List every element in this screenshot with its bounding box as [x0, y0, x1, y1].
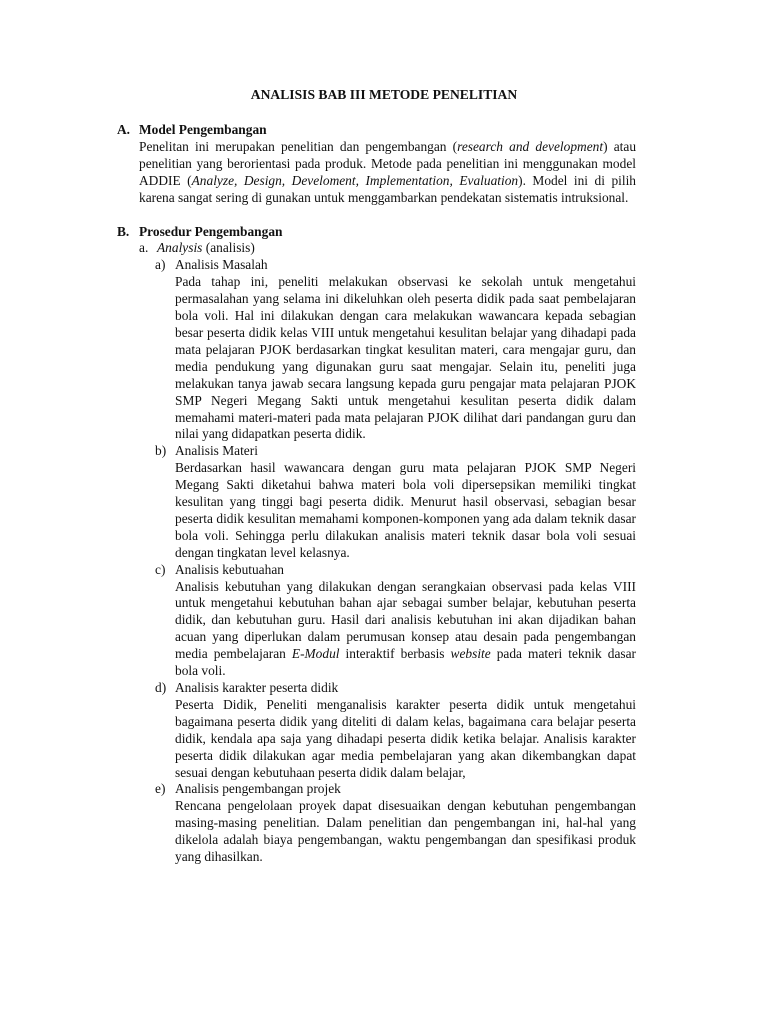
- list-item-heading: [0, 443, 768, 460]
- list-item-analisis-masalah: [0, 257, 768, 443]
- list-item-letter: e): [155, 781, 166, 797]
- list-item-heading: [0, 680, 768, 697]
- document-content: [0, 122, 768, 866]
- section-b-title: Prosedur Pengembangan: [139, 223, 283, 239]
- list-item-body-text-3: pada materi teknik dasar bola voli.: [175, 646, 636, 679]
- subsection-title-rest: (analisis): [202, 240, 255, 256]
- section-a-italic-2: Analyze, Design, Develoment, Implementation, Evaluation: [191, 172, 519, 188]
- list-item-title: Analisis pengembangan projek: [175, 781, 341, 797]
- section-a-title: Model Pengembangan: [139, 122, 267, 137]
- list-item-analisis-projek: [0, 781, 768, 866]
- section-a-italic-1: research and development: [457, 138, 604, 154]
- list-item-body-text-1: Analisis kebutuhan yang dilakukan dengan serangkaian observasi pada kelas VIII untuk mengetahui kebutuhan bahan ajar sebagai sumber belajar, kebutuhan peserta didik, dan kebutuhan guru. Hasil dari analisis kebutuhan ini akan dijadikan bahan acuan yang diperlukan dalam perumusan konsep atau desain pada pengembangan media pembelajaran: [175, 578, 636, 662]
- list-item-title: Analisis karakter peserta didik: [175, 680, 339, 695]
- list-item-letter: a): [155, 257, 166, 273]
- section-spacer: [0, 207, 768, 224]
- list-item-body: Pada tahap ini, peneliti melakukan observasi ke sekolah untuk mengetahui permasalahan yang selama ini dikeluhkan oleh peserta didik pada saat pembelajaran bola voli. Hal ini dilakukan dengan cara melakukan wawancara kepada sebagian besar peserta didik kelas VIII untuk mengetahui kesulitan belajar yang dihadapi pada mata pelajaran PJOK berdasarkan tingkat kesulitan materi, cara mengajar guru, dan media pendukung yang digunakan guru saat mengajar. Selain itu, peneliti juga melakukan tanya jawab secara langsung kepada guru pengajar mata pelajaran PJOK SMP Negeri Megang Sakti untuk mengetahui kesulitan peserta didik dalam memahami materi-materi pada mata pelajaran PJOK dilihat dari pandangan guru dan nilai yang didapatkan peserta didik.: [175, 274, 636, 442]
- section-a-text-1: Penelitan ini merupakan penelitian dan pengembangan (: [139, 138, 458, 154]
- section-a-paragraph: [0, 139, 636, 207]
- list-item-letter: b): [155, 443, 167, 459]
- list-item-title: Analisis Materi: [175, 443, 258, 459]
- list-item-letter: d): [155, 680, 167, 695]
- subsection-title-italic: Analysis: [157, 240, 203, 256]
- list-item-analisis-karakter: [0, 680, 768, 781]
- list-item-title: Analisis Masalah: [175, 257, 268, 273]
- section-b-letter: B.: [117, 223, 130, 239]
- section-a-heading: [0, 122, 768, 139]
- subsection-analysis-heading: [0, 240, 768, 257]
- list-item-letter: c): [155, 561, 166, 577]
- document-title: ANALISIS BAB III METODE PENELITIAN: [250, 87, 518, 102]
- subsection-letter: a.: [139, 240, 149, 256]
- list-item-body: Rencana pengelolaan proyek dapat disesuaikan dengan kebutuhan pengembangan masing-masing penelitian. Dalam penelitian dan pengembangan ini, hal-hal yang dikelola adalah biaya pengembangan, waktu pengembangan dan spesifikasi produk yang dihasilkan.: [175, 798, 636, 865]
- list-item-heading: [0, 781, 768, 798]
- list-item-analisis-kebutuhan: [0, 562, 768, 680]
- section-a-text-3: ). Model ini di pilih karena sangat sering di gunakan untuk menggambarkan pendekatan sistematis intruksional.: [139, 172, 636, 205]
- list-item-body: Peserta Didik, Peneliti menganalisis karakter peserta didik untuk mengetahui bagaimana peserta didik yang diteliti di dalam kelas, bagaimana cara belajar peserta didik, kendala apa saja yang dihadapi peserta didik ketika belajar. Analisis karakter peserta didik dilakukan agar media pembelajaran yang akan dikembangkan dapat sesuai dengan kebutuhaan peserta didik dalam belajar,: [175, 696, 636, 780]
- section-b-heading: [0, 224, 768, 241]
- list-item-body: [0, 579, 636, 680]
- list-item-body-italic-2: website: [450, 646, 491, 662]
- list-item-body: Berdasarkan hasil wawancara dengan guru mata pelajaran PJOK SMP Negeri Megang Sakti diketahui bahwa materi bola voli dipersepsikan memiliki tingkat kesulitan yang tinggi bagi peserta didik. Menurut hasil observasi, sebagian besar peserta didik kesulitan memahami komponen-komponen yang ada dalam teknik dasar bola voli. Sehingga perlu dilakukan analisis materi teknik dasar bola voli sesuai dengan tingkatan level kelasnya.: [175, 460, 636, 560]
- list-item-heading: [0, 562, 768, 579]
- list-item-body-text-2: interaktif berbasis: [339, 646, 451, 662]
- list-item-heading: [0, 257, 768, 274]
- section-a-text-2: ) atau penelitian yang berorientasi pada produk. Metode pada penelitian ini menggunakan model ADDIE (: [139, 138, 637, 188]
- list-item-body-italic-1: E-Modul: [291, 646, 340, 662]
- section-a-letter: A.: [117, 122, 131, 137]
- list-item-analisis-materi: [0, 443, 768, 561]
- list-item-title: Analisis kebutuahan: [175, 561, 284, 577]
